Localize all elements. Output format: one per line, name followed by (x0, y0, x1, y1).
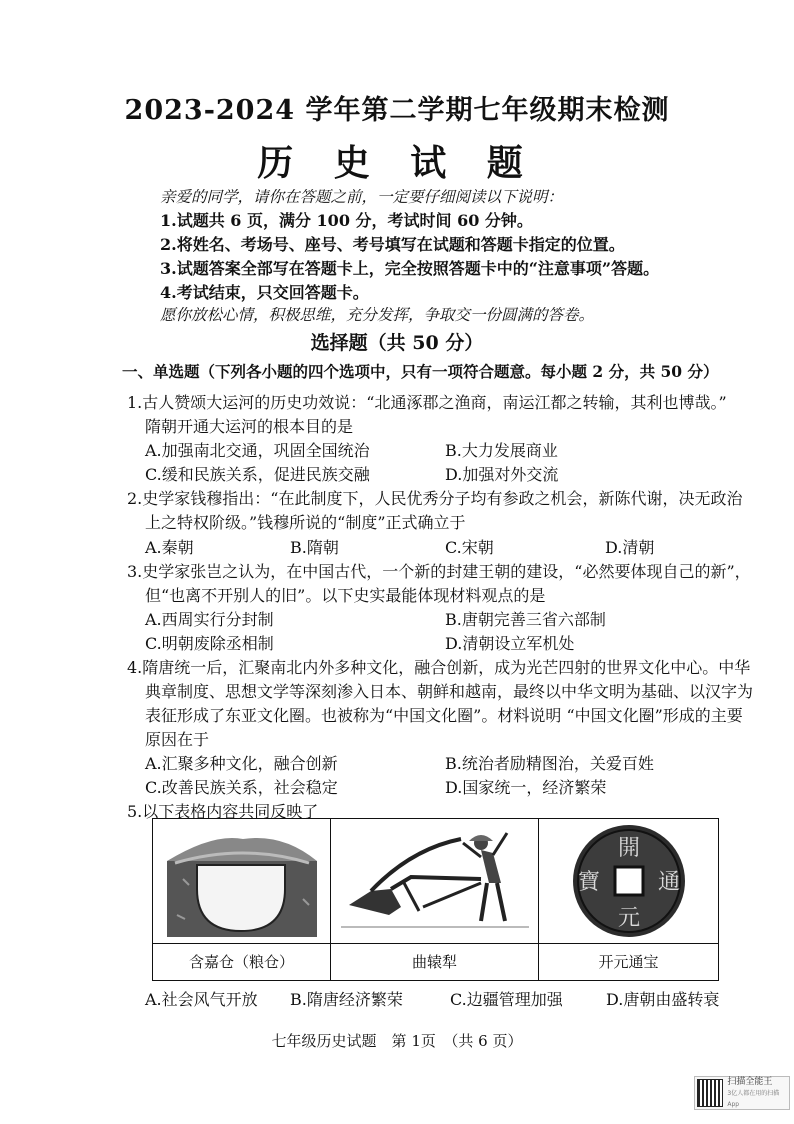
q5-option-b: B.隋唐经济繁荣 (290, 990, 403, 1009)
instruction-item: 4.考试结束，只交回答题卡。 (160, 283, 369, 302)
kaiyuan-coin-illustration (539, 819, 719, 943)
granary-illustration (153, 819, 330, 943)
subject-title: 历 史 试 题 (257, 142, 537, 184)
q2-option-a: A.秦朝 (145, 538, 194, 557)
scanner-label: 扫描全能王 (727, 1076, 773, 1087)
q3-option-a: A.西周实行分封制 (145, 610, 274, 629)
plough-cell (330, 819, 538, 980)
granary-cell (153, 819, 330, 980)
q1-option-b: B.大力发展商业 (445, 441, 558, 460)
question-2-stem: 2.史学家钱穆指出：“在此制度下，人民优秀分子均有参政之机会，新陈代谢，决无政治 (127, 489, 743, 508)
q1-option-d: D.加强对外交流 (445, 465, 559, 484)
curved-plough-illustration (331, 819, 539, 943)
q1-option-c: C.缓和民族关系，促进民族交融 (145, 465, 370, 484)
plough-caption: 曲辕犁 (331, 943, 538, 981)
question-4-stem: 典章制度、思想文学等深刻渗入日本、朝鲜和越南，最终以中华文明为基础、以汉字为 (145, 682, 754, 701)
scanner-watermark (694, 1076, 790, 1110)
q5-option-d: D.唐朝由盛转衰 (606, 990, 720, 1009)
coin-char-top: 開 (617, 836, 641, 861)
question-4-stem: 4.隋唐统一后，汇聚南北内外多种文化，融合创新，成为光芒四射的世界文化中心。中华 (127, 658, 751, 677)
q5-image-table (152, 818, 719, 981)
q4-option-d: D.国家统一，经济繁荣 (445, 778, 607, 797)
coin-caption: 开元通宝 (539, 943, 718, 981)
q3-option-b: B.唐朝完善三省六部制 (445, 610, 606, 629)
q5-option-c: C.边疆管理加强 (450, 990, 563, 1009)
coin-cell (538, 819, 718, 980)
q4-option-c: C.改善民族关系，社会稳定 (145, 778, 338, 797)
coin-char-left: 寶 (577, 870, 601, 895)
instructions-wish: 愿你放松心情，积极思维，充分发挥，争取交一份圆满的答卷。 (160, 306, 595, 324)
question-4-stem: 表征形成了东亚文化圈。也被称为“中国文化圈”。材料说明 “中国文化圈”形成的主要 (145, 706, 743, 725)
q2-option-b: B.隋朝 (290, 538, 339, 557)
q2-option-c: C.宋朝 (445, 538, 494, 557)
q3-option-d: D.清朝设立军机处 (445, 634, 575, 653)
q1-option-a: A.加强南北交通，巩固全国统治 (145, 441, 370, 460)
instructions-greeting: 亲爱的同学，请你在答题之前，一定要仔细阅读以下说明： (160, 188, 564, 206)
question-3-stem: 3.史学家张岂之认为，在中国古代，一个新的封建王朝的建设，“必然要体现自己的新”， (127, 562, 751, 581)
part-heading: 一、单选题（下列各小题的四个选项中，只有一项符合题意。每小题 2 分，共 50 分） (122, 362, 719, 381)
question-3-stem: 但“也离不开别人的旧”。以下史实最能体现材料观点的是 (145, 586, 546, 605)
q2-option-d: D.清朝 (605, 538, 655, 557)
exam-title: 2023-2024 学年第二学期七年级期末检测 (124, 95, 670, 126)
q4-option-b: B.统治者励精图治，关爱百姓 (445, 754, 654, 773)
page-footer: 七年级历史试题 第 1页 （共 6 页） (271, 1032, 523, 1050)
coin-char-right: 通 (657, 870, 681, 895)
question-4-stem: 原因在于 (145, 730, 210, 749)
instruction-item: 3.试题答案全部写在答题卡上，完全按照答题卡中的“注意事项”答题。 (160, 259, 660, 278)
q4-option-a: A.汇聚多种文化，融合创新 (145, 754, 338, 773)
scanner-sub: 3亿人都在用的扫描App (727, 1089, 780, 1108)
question-1-stem: 隋朝开通大运河的根本目的是 (145, 417, 354, 436)
question-1-stem: 1.古人赞颂大运河的历史功效说：“北通涿郡之渔商，南运江都之转输，其利也博哉。” (127, 393, 727, 412)
q5-option-a: A.社会风气开放 (145, 990, 258, 1009)
coin-char-bottom: 元 (617, 906, 641, 931)
granary-caption: 含嘉仓（粮仓） (153, 943, 330, 981)
instruction-item: 1.试题共 6 页，满分 100 分，考试时间 60 分钟。 (160, 211, 533, 230)
qr-code-icon (697, 1079, 723, 1107)
instruction-item: 2.将姓名、考场号、座号、考号填写在试题和答题卡指定的位置。 (160, 235, 625, 254)
q3-option-c: C.明朝废除丞相制 (145, 634, 274, 653)
section-title: 选择题（共 50 分） (310, 332, 484, 354)
question-5-stem: 5.以下表格内容共同反映了 (127, 802, 319, 821)
question-2-stem: 上之特权阶级。”钱穆所说的“制度”正式确立于 (145, 513, 466, 532)
